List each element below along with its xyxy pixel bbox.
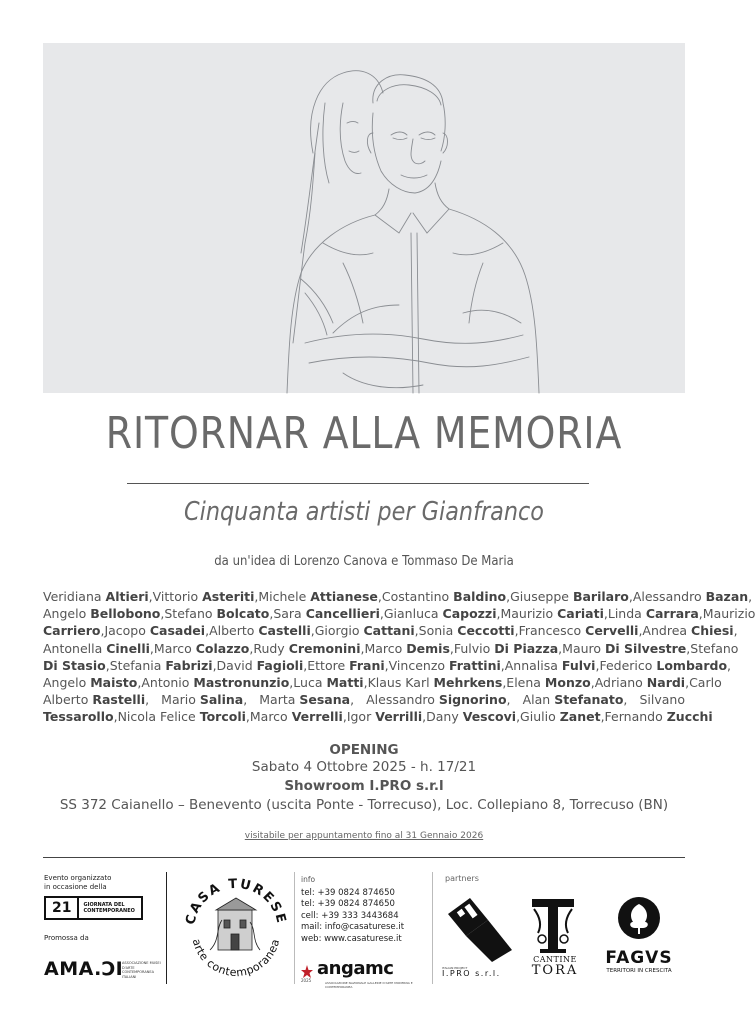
artist-surname: Carrara [645, 606, 699, 622]
artist-name: Stefano Bolcato, [164, 606, 274, 622]
artist-name: Carlo [689, 675, 722, 691]
artist-surname: Frani [349, 657, 385, 673]
artist-name: Di Stasio, [43, 657, 110, 673]
tora-monogram-icon [530, 895, 576, 955]
artist-surname: Casadei [149, 623, 206, 639]
ipro-wordmark: I.PRO s.r.l. [442, 969, 501, 978]
artists-row [43, 708, 713, 725]
cantine-tora-wordmark [530, 955, 580, 977]
artist-name: Marta Sesana, [259, 692, 355, 708]
angamc-caption: ASSOCIAZIONE NAZIONALE GALLERIE D'ARTE MODERNA E CONTEMPORANEA [325, 981, 413, 989]
tora-line-2: TORA [531, 963, 579, 978]
fagus-wordmark: FAGVS [605, 948, 673, 968]
artist-name: Igor Verrilli, [346, 709, 427, 725]
partners-label: partners [445, 874, 479, 883]
artist-name: Marco Verrelli, [249, 709, 347, 725]
artist-surname: Di Silvestre [605, 640, 687, 656]
artist-surname: Verrelli [291, 709, 343, 725]
footer-separator [432, 872, 433, 984]
artist-name: Elena Monzo, [506, 675, 595, 691]
artist-surname: Zucchi [666, 709, 713, 725]
artist-name: Giorgio Cattani, [314, 623, 419, 639]
artist-name: Stefania Fabrizi, [109, 657, 217, 673]
artist-name: Sara Cancellieri, [273, 606, 384, 622]
pencil-drawing-couple [43, 43, 685, 393]
artist-surname: Bolcato [216, 606, 270, 622]
artist-name: Tessarollo, [43, 709, 118, 725]
artist-surname: Lombardo [656, 657, 728, 673]
organizer-label-line: in occasione della [44, 883, 107, 891]
svg-text:arte contemporanea: arte contemporanea [189, 937, 283, 980]
artist-name: Antonio Mastronunzio, [141, 675, 294, 691]
artist-name: Fernando Zucchi [604, 709, 713, 725]
artist-surname: Zanet [559, 709, 601, 725]
artist-name: Marco Colazzo, [153, 640, 254, 656]
artist-name: Annalisa Fulvi, [504, 657, 600, 673]
artist-name: Andrea Chiesi, [642, 623, 738, 639]
artist-surname: Signorino [438, 692, 507, 708]
artist-name: Angelo Bellobono, [43, 606, 165, 622]
artist-surname: Cremonini [288, 640, 361, 656]
artist-surname: Monzo [544, 675, 591, 691]
artist-name: Alberto Rastelli, [43, 692, 150, 708]
opening-heading: OPENING [329, 742, 399, 758]
artist-surname: Cinelli [106, 640, 150, 656]
artist-surname: Demis [406, 640, 450, 656]
angamc-year: 2025 [301, 978, 312, 983]
artist-name: Federico Lombardo, [599, 657, 732, 673]
info-mail[interactable]: mail: info@casaturese.it [301, 922, 405, 933]
curators-line: da un'idea di Lorenzo Canova e Tommaso De Maria [214, 554, 514, 569]
artist-surname: Di Stasio [43, 657, 106, 673]
opening-address: SS 372 Caianello – Benevento (uscita Ponte - Torrecuso), Loc. Collepiano 8, Torrecuso (BN) [59, 797, 669, 813]
artist-name: Alan Stefanato, [522, 692, 628, 708]
info-web[interactable]: web: www.casaturese.it [301, 933, 402, 944]
artist-name: Giulio Zanet, [520, 709, 605, 725]
artist-surname: Sesana [299, 692, 351, 708]
artist-name: Alessandro Bazan, [632, 589, 753, 604]
artist-name: David Fagioli, [216, 657, 308, 673]
angamc-wordmark: angamc [317, 958, 394, 979]
amaci-caption: ASSOCIAZIONE MUSEI D'ARTE CONTEMPORANEA ITALIANI [122, 961, 161, 979]
artist-name: Francesco Cervelli, [518, 623, 643, 639]
artist-surname: Mastronunzio [193, 675, 290, 691]
artist-surname: Rastelli [92, 692, 146, 708]
artist-name: Maurizio [702, 606, 755, 622]
artist-surname: Bazan [705, 589, 749, 604]
artist-name: Veridiana Altieri, [43, 589, 153, 604]
artist-name: Costantino Baldino, [381, 589, 511, 604]
artist-surname: Stefanato [554, 692, 624, 708]
logo-21-text [79, 902, 134, 914]
giornata-contemporaneo-logo [44, 896, 143, 920]
artist-surname: Verrilli [375, 709, 423, 725]
casa-turese-emblem-icon [180, 870, 292, 988]
artist-surname: Colazzo [195, 640, 250, 656]
artist-surname: Baldino [453, 589, 507, 604]
artist-surname: Fabrizi [165, 657, 213, 673]
artist-name: Jacopo Casadei, [104, 623, 210, 639]
artist-name: Vincenzo Frattini, [388, 657, 505, 673]
artist-name: Ettore Frani, [307, 657, 389, 673]
artist-name: Gianluca Capozzi, [383, 606, 501, 622]
info-phone-2: tel: +39 0824 874650 [301, 899, 395, 910]
artist-surname: Cariati [557, 606, 604, 622]
artists-row [43, 640, 739, 657]
artist-name: Vittorio Asteriti, [152, 589, 259, 604]
artist-surname: Altieri [105, 589, 149, 604]
artists-row [43, 674, 722, 691]
artists-row [43, 657, 732, 674]
organizer-label-line: Evento organizzato [44, 874, 112, 882]
amaci-logo: AMA.ϽI [44, 958, 124, 980]
info-cell: cell: +39 333 3443684 [301, 910, 399, 921]
artist-surname: Carriero [43, 623, 101, 639]
artist-name: Stefano [690, 640, 739, 656]
artist-name: Sonia Ceccotti, [418, 623, 519, 639]
info-label: info [301, 875, 316, 884]
footer-separator [166, 872, 167, 984]
artist-surname: Matti [326, 675, 364, 691]
artist-name: Mario Salina, [161, 692, 248, 708]
artist-surname: Ceccotti [457, 623, 515, 639]
info-phone-1: tel: +39 0824 874650 [301, 887, 395, 898]
artists-row [43, 691, 685, 708]
artist-name: Nicola Felice Torcoli, [117, 709, 250, 725]
artist-name: Luca Matti, [293, 675, 368, 691]
artist-name: Dany Vescovi, [426, 709, 521, 725]
artist-surname: Castelli [258, 623, 311, 639]
artist-surname: Salina [199, 692, 244, 708]
title-divider [127, 483, 589, 484]
artists-row [43, 605, 755, 622]
artist-name: Fulvio Di Piazza, [453, 640, 563, 656]
svg-text:CASA TURESE: CASA TURESE [183, 876, 289, 927]
artist-name: Rudy Cremonini, [253, 640, 365, 656]
angamc-logo [301, 958, 413, 989]
footer-separator [294, 872, 295, 984]
artist-surname: Fagioli [256, 657, 304, 673]
promoter-label: Promossa da [44, 934, 89, 942]
artist-surname: Torcoli [199, 709, 246, 725]
artist-name: Antonella Cinelli, [43, 640, 154, 656]
ipro-caption: ITALIAN PROJECT [442, 966, 468, 970]
artist-name: Silvano [639, 692, 685, 708]
artist-surname: Frattini [449, 657, 501, 673]
artist-surname: Vescovi [462, 709, 517, 725]
tora-line-1: CANTINE [533, 955, 577, 964]
artist-surname: Asteriti [202, 589, 255, 604]
artist-name: Alberto Castelli, [209, 623, 315, 639]
cover-artwork [43, 43, 685, 393]
opening-venue: Showroom I.PRO s.r.l [284, 778, 444, 794]
artist-surname: Tessarollo [43, 709, 114, 725]
poster-title: RITORNAR ALLA MEMORIA [105, 408, 623, 459]
logo-21-number: 21 [46, 898, 79, 918]
logo-21-text-line: CONTEMPORANEO [83, 908, 135, 914]
artist-name: Carriero, [43, 623, 105, 639]
opening-date: Sabato 4 Ottobre 2025 - h. 17/21 [251, 759, 477, 775]
angamc-star-icon [301, 965, 313, 979]
tree-icon [617, 896, 661, 940]
artist-surname: Maisto [90, 675, 138, 691]
artist-name: Marco Demis, [364, 640, 454, 656]
artist-surname: Chiesi [691, 623, 734, 639]
fagus-tagline: TERRITORI IN CRESCITA [606, 968, 672, 974]
artist-name: Giuseppe Barilaro, [510, 589, 633, 604]
logo-21-text-line: GIORNATA DEL [83, 902, 125, 908]
casa-turese-logo [180, 870, 292, 988]
artist-surname: Capozzi [442, 606, 497, 622]
poster-subtitle: Cinquanta artisti per Gianfranco [183, 497, 544, 527]
artists-list [43, 588, 755, 726]
artist-name: Adriano Nardi, [594, 675, 690, 691]
visit-note: visitabile per appuntamento fino al 31 Gennaio 2026 [244, 831, 484, 841]
artist-name: Angelo Maisto, [43, 675, 142, 691]
artists-row [43, 622, 738, 639]
footer-divider [43, 857, 685, 858]
artist-name: Klaus Karl Mehrkens, [367, 675, 507, 691]
fagus-logo [604, 896, 674, 986]
ipro-mark-icon [440, 894, 515, 964]
artist-surname: Cattani [363, 623, 415, 639]
cantine-tora-logo [530, 895, 576, 955]
artist-surname: Fulvi [561, 657, 596, 673]
artist-surname: Nardi [646, 675, 686, 691]
artist-surname: Attianese [310, 589, 378, 604]
artist-name: Linda Carrara, [607, 606, 703, 622]
contact-info [301, 874, 404, 946]
artists-row [43, 588, 753, 605]
artist-surname: Cancellieri [305, 606, 380, 622]
artist-name: Mauro Di Silvestre, [562, 640, 691, 656]
artist-surname: Cervelli [585, 623, 639, 639]
artist-name: Maurizio Cariati, [500, 606, 608, 622]
organizer-label [44, 874, 111, 892]
artist-surname: Bellobono [90, 606, 161, 622]
artist-name: Michele Attianese, [258, 589, 382, 604]
artist-name: Alessandro Signorino, [366, 692, 511, 708]
artist-surname: Mehrkens [433, 675, 503, 691]
artist-surname: Barilaro [572, 589, 629, 604]
opening-info [43, 742, 685, 815]
artist-surname: Di Piazza [494, 640, 559, 656]
